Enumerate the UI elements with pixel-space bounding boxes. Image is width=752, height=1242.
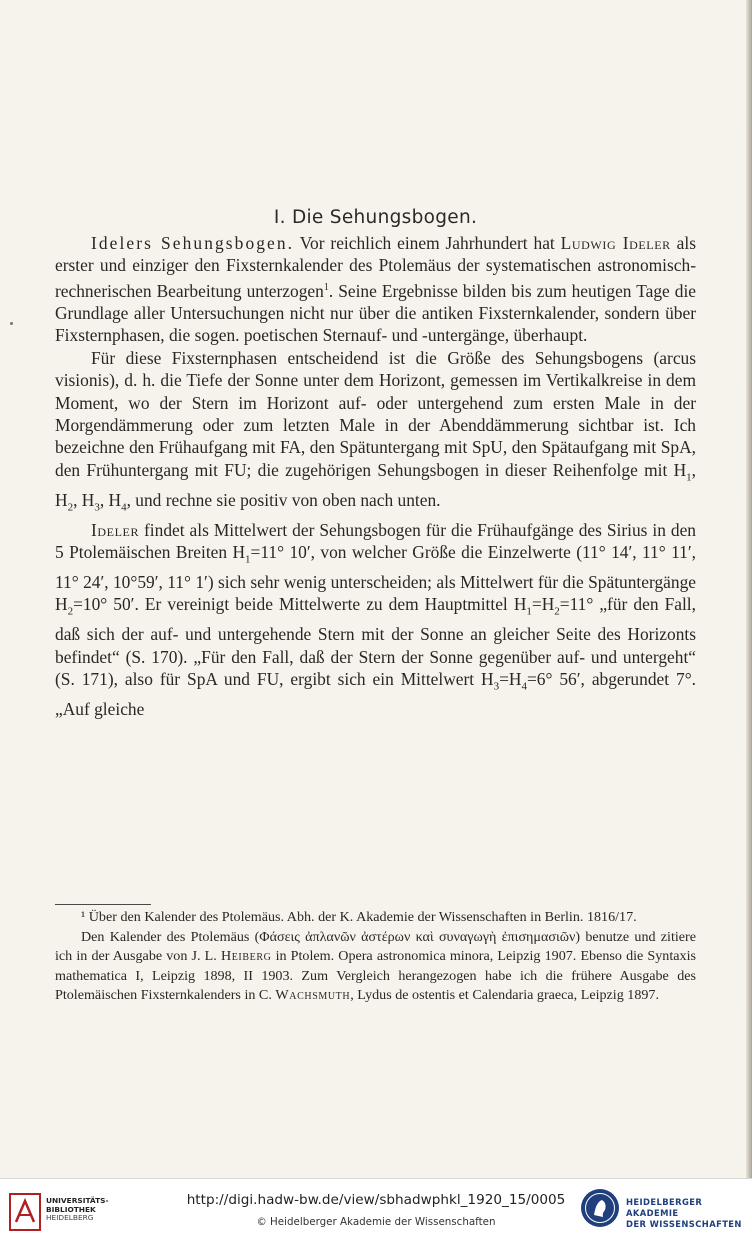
viewer-footer <box>0 1178 752 1242</box>
paragraph-3: Ideler findet als Mittelwert der Sehungsbogen für die Frühaufgänge des Sirius in den 5 Ptolemäischen Breiten $H_1=11^\circ$ 10′, von welcher Größe die Einzelwerte (11° 14′, 11° 11′, 11° 24′, 10°59′, 11° 1′) sich sehr wenig unterscheiden; als Mittelwert für die Spätuntergänge $H_2=10^\circ$ 50′. Er vereinigt beide Mittelwerte zu dem Hauptmittel $H_1=H_2=11^\circ$ „für den Fall, daß sich der auf- und untergehende Stern mit der Sonne an gleicher Seite des Horizonts befindet“ (S. 170). „Für den Fall, daß der Stern der Sonne gegenüber auf- und untergeht“ (S. 171), also für SpA und FU, ergibt sich ein Mittelwert $H_3=H_4=6^\circ$ 56′, abgerundet 7°. „Auf gleiche <box>55 519 696 719</box>
footnotes <box>55 908 696 1006</box>
footnote-text-end: , Lydus de ostentis et Calendaria graeca, Leipzig 1897. <box>350 987 659 1004</box>
footnote-1: ¹ Über den Kalender des Ptolemäus. Abh. der K. Akademie der Wissenschaften in Berlin. 1816/17. <box>81 909 637 925</box>
copyright-notice: © Heidelberger Akademie der Wissenschaften <box>256 1216 496 1228</box>
academy-line-1: HEIDELBERGER AKADEMIE <box>626 1197 703 1218</box>
footnote-rule <box>55 904 151 905</box>
scan-speck <box>10 322 13 325</box>
library-line-2: BIBLIOTHEK <box>46 1204 96 1214</box>
body-text <box>55 232 696 720</box>
chapter-title: I. Die Sehungsbogen. <box>273 207 478 228</box>
academy-name <box>626 1197 752 1230</box>
library-line-3: HEIDELBERG <box>46 1213 94 1223</box>
page-edge-shadow <box>746 0 752 1178</box>
academy-seal-icon[interactable] <box>580 1188 620 1228</box>
academy-line-2: DER WISSENSCHAFTEN <box>626 1219 742 1229</box>
footnote-text-mid: in Ptolem. Opera astronomica minora, Leipzig 1907. Ebenso die Syntaxis mathematica I, Leipzig 1898, II 1903. Zum Vergleich herangezogen habe ich die frühere Ausgabe des Ptolemäischen Fixsternkalenders in C. <box>55 948 696 1004</box>
permalink-url[interactable]: http://digi.hadw-bw.de/view/sbhadwphkl_1920_15/0005 <box>186 1192 566 1208</box>
author-wachsmuth: Wachsmuth <box>275 987 351 1004</box>
paragraph-1: Idelers Sehungsbogen. Vor reichlich einem Jahrhundert hat Ludwig Ideler als erster und einziger den Fixsternkalender des Ptolemäus der systematischen astronomisch-rechnerischen Bearbeitung unterzogen$^1$. Seine Ergebnisse bilden bis zum heutigen Tage die Grundlage aller Untersuchungen nicht nur über die antiken Fixsternkalender, sondern über Fixsternphasen, die sogen. poetischen Sternauf- und -untergänge, überhaupt. <box>55 233 696 346</box>
author-heiberg: Heiberg <box>220 948 272 965</box>
university-library-logo-icon[interactable] <box>9 1193 41 1231</box>
library-line-1: UNIVERSITÄTS- <box>46 1196 109 1205</box>
university-library-name <box>46 1197 109 1223</box>
paragraph-2: Für diese Fixsternphasen entscheidend ist die Größe des Sehungsbogens (arcus visionis), d. h. die Tiefe der Sonne unter dem Horizont, gemessen im Vertikalkreise in dem Moment, wo der Stern im Horizont auf- oder untergehend zum ersten Male in der Morgendämmerung oder zum letzten Male in der Abenddämmerung sichtbar ist. Ich bezeichne den Frühaufgang mit FA, den Spätuntergang mit SpU, den Spätaufgang mit SpA, den Frühuntergang mit FU; die zugehörigen Sehungsbogen in dieser Reihenfolge mit $H_1$, $H_2$, $H_3$, $H_4$, und rechne sie positiv von oben nach unten. <box>55 347 696 514</box>
footnote-text-start: Den Kalender des Ptolemäus (Φάσεις ἀπλανῶν ἀστέρων καὶ συναγωγὴ ἐπισημασιῶν) benutze und zitiere ich in der Ausgabe von J. L. <box>55 928 696 965</box>
footnote-1-continued <box>55 928 696 1006</box>
